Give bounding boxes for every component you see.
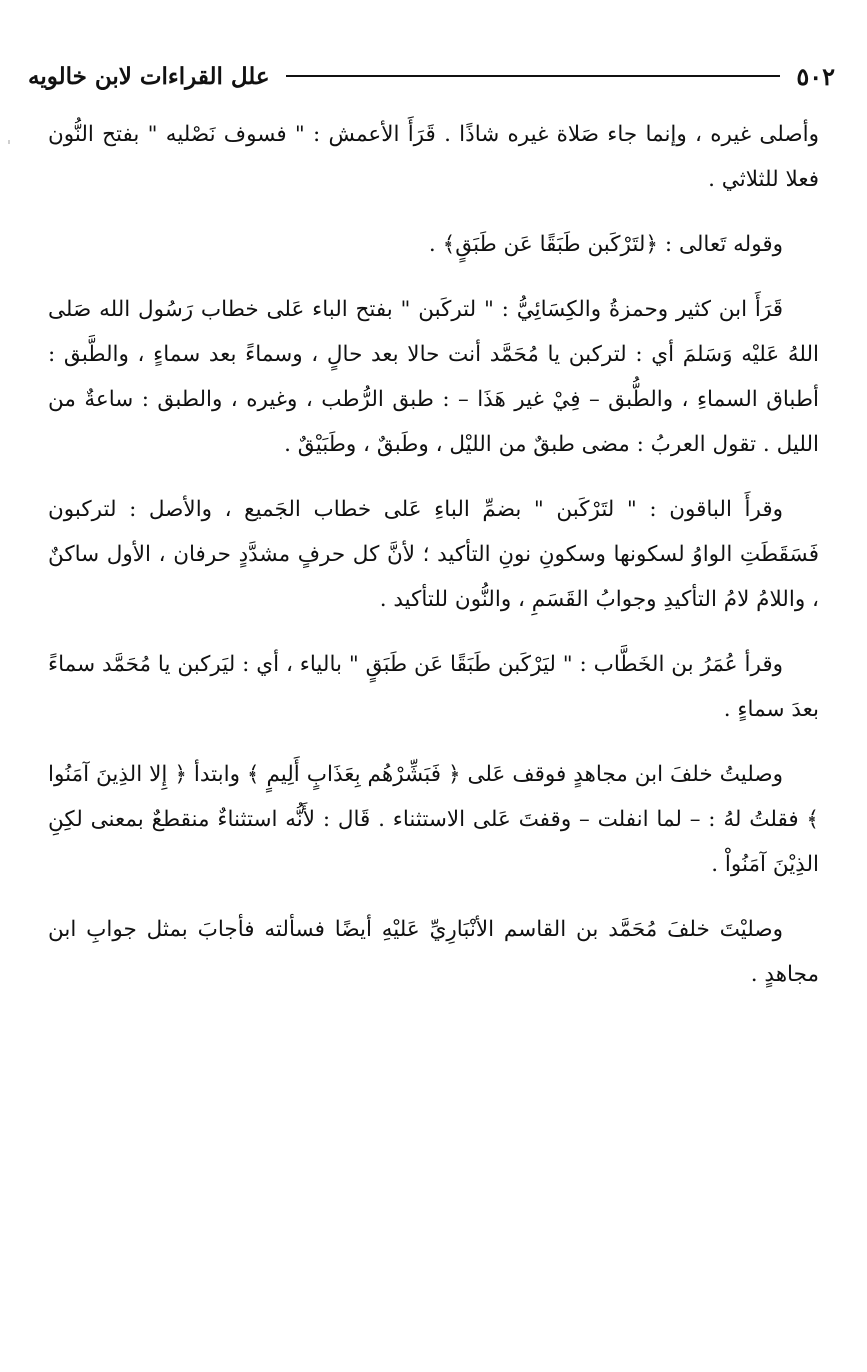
paragraph-4: وقرأَ الباقون : " لتَرْكَبن " بضمِّ الباءِ عَلى خطاب الجَميع ، والأصل : لتركبون فَسَقَطَتِ الواوُ لسكونها وسكونِ نونِ التأكيد ؛ لأنَّ كل حرفٍ مشدَّدٍ حرفان ، الأول ساكنٌ ، واللامُ لامُ التأكيدِ وجوابُ القَسَمِ ، والنُّون للتأكيد . <box>48 497 819 612</box>
paragraph-2: وقوله تَعالى : ﴿لتَرْكَبن طَبَقًا عَن طَبَقٍ﴾ . <box>428 232 783 257</box>
scan-speck <box>8 140 10 144</box>
running-title: علل القراءات لابن خالويه <box>28 62 270 90</box>
paragraph-7: وصليْتَ خلفَ مُحَمَّد بن القاسم الأنْبَارِيِّ عَليْهِ أيضًا فسألته فأجابَ بمثل جوابِ ابن مجاهدٍ . <box>48 917 819 987</box>
header-rule <box>286 75 781 77</box>
paragraph-1: وأصلى غيره ، وإنما جاء صَلاة غيره شاذًا . قَرَأَ الأعمش : " فسوف نَصْليه " بفتح النُّون فعلا للثلاثي . <box>48 122 819 192</box>
page-body <box>48 112 819 1017</box>
page-header <box>28 56 835 96</box>
page-number: ٥٠٢ <box>796 61 835 91</box>
paragraph-3: قَرَأَ ابن كثير وحمزةُ والكِسَائِيُّ : " لتركَبن " بفتح الباء عَلى خطاب رَسُول الله صَلى اللهُ عَليْه وَسَلمَ أي : لتركبن يا مُحَمَّد أنت حالا بعد حالٍ ، وسماءً بعد سماءٍ ، والطَّبق : أطباق السماءِ ، والطُّبق – فِيْ غير هَذَا – : طبق الرُّطب ، وغيره ، والطبق : ساعةٌ من الليل . تقول العربُ : مضى طبقٌ من الليْل ، وطَبقٌ ، وطَبَيْقٌ . <box>48 297 819 457</box>
paragraph-5: وقرأ عُمَرُ بن الخَطَّاب : " ليَرْكَبن طَبَقًا عَن طَبَقٍ " بالياء ، أي : ليَركبن يا مُحَمَّد سماءً بعدَ سماءٍ . <box>48 652 819 722</box>
paragraph-6: وصليتُ خلفَ ابن مجاهدٍ فوقف عَلى ﴿ فَبَشِّرْهُم بِعَذَابٍ أَلِيمٍ ﴾ وابتدأ ﴿ إِلا الذِينَ آمَنُوا ﴾ فقلتُ لهُ : – لما انفلت – وقفتَ عَلى الاستثناء . قَال : لأَنُّه استثناءٌ منقطعٌ بمعنى لكِنِ الذِيْنَ آمَنُواْ . <box>48 762 819 877</box>
